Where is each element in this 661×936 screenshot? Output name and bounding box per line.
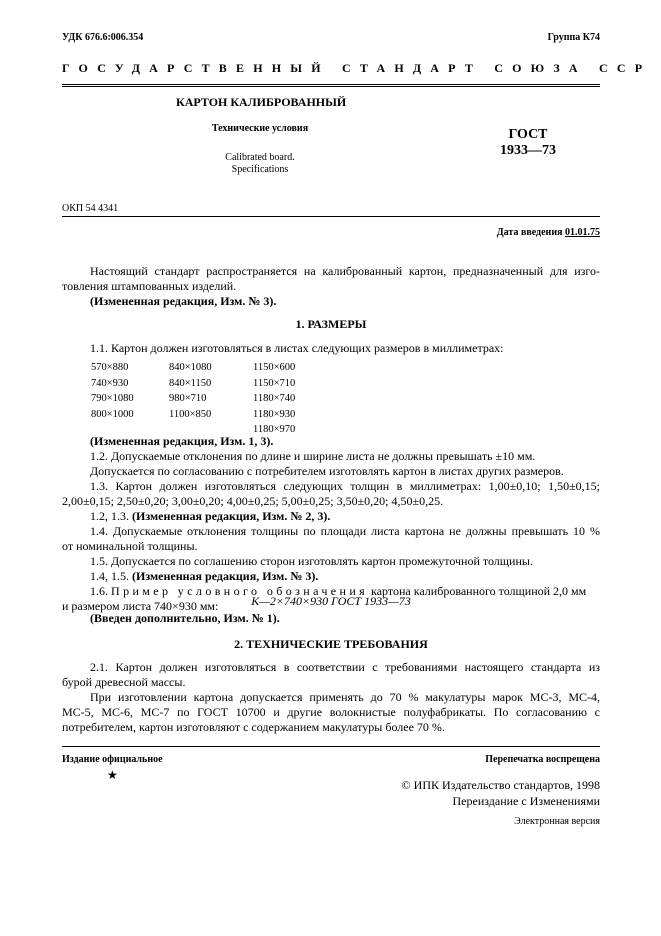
size-item: 570×880 (91, 362, 129, 373)
section-2-body (62, 660, 600, 735)
title-rule (62, 216, 600, 217)
p2-2-line3: потребителем, картон изготовляют с содержанием макулатуры более 70 %. (62, 720, 445, 734)
reprint-notice: Перепечатка воспрещена (485, 754, 600, 765)
star-icon: ★ (107, 768, 118, 782)
english-title-line2: Specifications (231, 164, 289, 175)
p1-6-rest: картона калиброванного толщиной 2,0 мм (371, 584, 587, 598)
size-item: 840×1080 (169, 362, 212, 373)
size-item: 840×1150 (169, 377, 212, 389)
intro-line1: Настоящий стандарт распространяется на калиброванный картон, предназначенный для изго- (90, 264, 600, 278)
p2-1-line1: 2.1. Картон должен изготовляться в соответствии с требованиями настоящего стандарта из (90, 660, 600, 674)
copyright-line: © ИПК Издательство стандартов, 1998 (401, 778, 600, 792)
electronic-version: Электронная версия (514, 816, 600, 827)
p1-5-text: 1.5. Допускается по соглашению сторон изготовлять картон промежуточной толщины. (90, 554, 533, 568)
size-item: 980×710 (169, 393, 207, 404)
section-2-heading: 2. ТЕХНИЧЕСКИЕ ТРЕБОВАНИЯ (234, 637, 428, 651)
p1-2b-text: Допускается по согласованию с потребителем изготовлять картон в листах других размеров. (90, 464, 564, 478)
size-item: 1180×970 (253, 424, 296, 435)
intro-edition-note: (Измененная редакция, Изм. № 3). (90, 294, 277, 308)
size-item: 1180×930 (253, 408, 296, 420)
p1-6-line2: и размером листа 740×930 мм: (62, 599, 219, 613)
added-note-text: (Введен дополнительно, Изм. № 1). (90, 611, 280, 625)
udk-code: УДК 676.6:006.354 (62, 32, 144, 43)
introduction-date-value: 01.01.75 (565, 227, 600, 238)
p1-4-line1: 1.4. Допускаемые отклонения толщины по площади листа картона не должны превышать 10 % (90, 524, 600, 538)
size-item: 790×1080 (91, 393, 134, 404)
p2-2-line2: МС-5, МС-6, МС-7 по ГОСТ 10700 и другие волокнистые полуфабрикаты. По согласованию с (62, 705, 600, 719)
document-title: КАРТОН КАЛИБРОВАННЫЙ (176, 95, 347, 109)
section-1-body (62, 434, 600, 614)
intro-line2: товления штампованных изделий. (62, 279, 237, 293)
p1-6-spaced-term: Пример условного обозначения (111, 584, 369, 598)
gost-label: ГОСТ (508, 127, 548, 142)
sizes-column-3 (253, 360, 295, 438)
p1-2-text: 1.2. Допускаемые отклонения по длине и ширине листа не должны превышать ±10 мм. (90, 449, 536, 463)
p1-3-line1: 1.3. Картон должен изготовляться следующих толщин в миллиметрах: 1,00±0,10; 1,50±0,15; (90, 479, 600, 493)
ref-1-4-1-5: 1.4, 1.5. (90, 569, 129, 583)
edition-note-1-3: (Измененная редакция, Изм. 1, 3). (90, 434, 274, 448)
size-item: 1100×850 (169, 408, 212, 420)
sizes-column-2 (169, 360, 212, 422)
english-title-line1: Calibrated board. (225, 152, 295, 163)
introduction-date (497, 227, 600, 238)
sizes-column-1 (91, 360, 134, 422)
p2-1-line2: бурой древесной массы. (62, 675, 186, 689)
ref-1-2-1-3: 1.2, 1.3. (90, 509, 129, 523)
added-note (62, 611, 600, 626)
official-edition: Издание официальное (62, 754, 163, 765)
designation-example: К—2×740×930 ГОСТ 1933—73 (251, 594, 411, 608)
size-item: 800×1000 (91, 408, 134, 420)
size-item: 740×930 (91, 377, 129, 389)
footer-rule (62, 746, 600, 747)
section-1-heading: 1. РАЗМЕРЫ (295, 317, 367, 331)
group-code: Группа К74 (547, 32, 600, 43)
p1-4-line2: от номинальной толщины. (62, 539, 198, 553)
edition-note-2-3: (Измененная редакция, Изм. № 2, 3). (132, 509, 331, 523)
paragraph-1-1 (62, 341, 600, 356)
p2-2-line1: При изготовлении картона допускается применять до 70 % макулатуры марок МС-3, МС-4, (90, 690, 600, 704)
state-standard-banner: ГОСУДАРСТВЕННЫЙ СТАНДАРТ СОЮЗА ССР (62, 61, 652, 75)
gost-number: 1933—73 (500, 143, 556, 158)
header-rule-second (62, 86, 600, 87)
intro-paragraph (62, 264, 600, 309)
size-item: 1180×740 (253, 393, 296, 404)
reissue-line: Переиздание с Изменениями (452, 794, 600, 808)
edition-note-3: (Измененная редакция, Изм. № 3). (132, 569, 319, 583)
p1-1-text: 1.1. Картон должен изготовляться в листах следующих размеров в миллиметрах: (90, 341, 504, 355)
introduction-date-label: Дата введения (496, 227, 563, 238)
header-rule (62, 84, 600, 85)
size-item: 1150×710 (253, 377, 296, 389)
document-subtitle: Технические условия (211, 123, 309, 134)
p1-3-line2: 2,00±0,15; 2,50±0,20; 3,00±0,20; 4,00±0,25; 5,00±0,25; 3,50±0,20; 4,50±0,25. (62, 494, 444, 508)
okp-code: ОКП 54 4341 (62, 203, 119, 214)
p1-6-number: 1.6. (90, 584, 108, 598)
size-item: 1150×600 (253, 362, 296, 373)
